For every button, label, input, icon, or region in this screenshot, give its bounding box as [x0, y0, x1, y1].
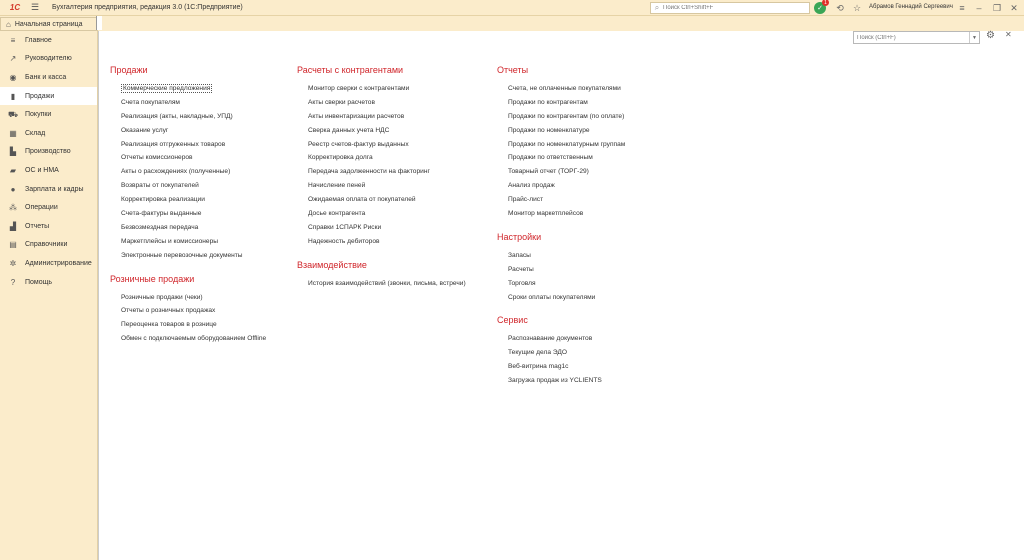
- section-title-settings: Настройки: [497, 231, 542, 242]
- tab-edge: [96, 16, 102, 30]
- link-sales-correction[interactable]: Корректировка реализации: [121, 196, 205, 204]
- link-marketplaces[interactable]: Маркетплейсы и комиссионеры: [121, 237, 218, 245]
- link-stock-settings[interactable]: Запасы: [508, 251, 531, 259]
- link-price-list[interactable]: Прайс-лист: [508, 196, 544, 204]
- link-shipped-goods[interactable]: Реализация отгруженных товаров: [121, 140, 226, 148]
- sidebar-item-label: Операции: [25, 204, 58, 212]
- link-payment-terms[interactable]: Сроки оплаты покупателями: [508, 293, 596, 301]
- link-factoring[interactable]: Передача задолженности на факторинг: [308, 168, 430, 176]
- notifications-bell-icon[interactable]: ✓ 1: [814, 2, 826, 14]
- close-window-icon[interactable]: ✕: [1010, 2, 1018, 13]
- link-transport-docs[interactable]: Электронные перевозочные документы: [121, 251, 243, 259]
- help-icon: ?: [10, 277, 16, 287]
- content-search[interactable]: [853, 31, 980, 44]
- global-search-input[interactable]: [663, 5, 803, 11]
- link-discrepancy-acts[interactable]: Акты о расхождениях (полученные): [121, 168, 231, 176]
- link-sales-by-responsible[interactable]: Продажи по ответственным: [508, 154, 593, 162]
- link-sales-by-counterparty[interactable]: Продажи по контрагентам: [508, 98, 588, 106]
- sidebar-item-label: Отчеты: [25, 222, 50, 230]
- cart-icon: ⛟: [8, 109, 19, 119]
- sidebar: [0, 31, 98, 560]
- sidebar-item-label: Администрирование: [25, 259, 92, 267]
- link-reconciliation-monitor[interactable]: Монитор сверки с контрагентами: [308, 85, 410, 92]
- link-doc-recognition[interactable]: Распознавание документов: [508, 335, 593, 343]
- link-retail-revaluation[interactable]: Переоценка товаров в рознице: [121, 321, 217, 329]
- sidebar-item-label: Справочники: [25, 241, 68, 249]
- section-title-service: Сервис: [497, 315, 528, 326]
- trend-icon: ↗: [9, 54, 17, 64]
- books-icon: ▤: [9, 240, 17, 250]
- people-icon: ●: [10, 184, 16, 194]
- tab-row: [0, 16, 1024, 31]
- main-content: [98, 31, 1024, 560]
- link-debt-adjustment[interactable]: Корректировка долга: [308, 154, 373, 162]
- content-search-input[interactable]: [854, 35, 969, 41]
- home-icon: ⌂: [6, 19, 11, 29]
- global-search[interactable]: [650, 2, 810, 14]
- restore-icon[interactable]: ❐: [992, 2, 1002, 13]
- sidebar-item-label: Зарплата и кадры: [25, 185, 84, 193]
- link-expected-payment[interactable]: Ожидаемая оплата от покупателей: [308, 196, 416, 204]
- truck-icon: ▰: [9, 165, 17, 175]
- section-title-interaction: Взаимодействие: [297, 259, 367, 270]
- section-title-retail: Розничные продажи: [110, 273, 195, 284]
- link-customer-returns[interactable]: Возвраты от покупателей: [121, 182, 199, 190]
- link-yclients-import[interactable]: Загрузка продаж из YCLIENTS: [508, 377, 602, 385]
- user-name[interactable]: Абрамов Геннадий Сергеевич: [869, 4, 953, 10]
- gear-icon: ✲: [9, 258, 17, 268]
- sidebar-item-help[interactable]: [0, 273, 97, 292]
- link-unpaid-invoices[interactable]: Счета, не оплаченные покупателями: [508, 85, 621, 92]
- link-interaction-history[interactable]: История взаимодействий (звонки, письма, встречи): [308, 279, 466, 287]
- favorites-star-icon[interactable]: ☆: [852, 2, 862, 13]
- link-invoice-register[interactable]: Реестр счетов-фактур выданных: [308, 140, 409, 148]
- sidebar-item-purchases[interactable]: [0, 105, 97, 124]
- search-icon: ⌕: [654, 3, 660, 12]
- tab-home[interactable]: [0, 17, 98, 31]
- app-logo: 1С: [9, 3, 21, 12]
- settings-gear-icon[interactable]: ⚙: [986, 30, 995, 41]
- sidebar-item-label: ОС и НМА: [25, 166, 59, 174]
- main-menu-icon[interactable]: ☰: [30, 2, 40, 12]
- operations-icon: ⁂: [9, 203, 17, 213]
- close-icon[interactable]: ✕: [1005, 30, 1012, 39]
- link-trade-settings[interactable]: Торговля: [508, 279, 536, 287]
- link-marketplace-monitor[interactable]: Монитор маркетплейсов: [508, 210, 584, 218]
- sidebar-item-admin[interactable]: [0, 254, 97, 273]
- sidebar-item-label: Руководителю: [25, 55, 72, 63]
- sidebar-item-label: Банк и касса: [25, 73, 67, 81]
- settings-menu-icon[interactable]: ≡: [959, 3, 965, 13]
- sidebar-item-catalogs[interactable]: [0, 236, 97, 255]
- link-sales-by-item[interactable]: Продажи по номенклатуре: [508, 126, 590, 134]
- column-sales: [110, 65, 266, 346]
- link-counterparty-dossier[interactable]: Досье контрагента: [308, 210, 366, 218]
- notifications-badge: 1: [822, 0, 829, 6]
- sidebar-item-label: Продажи: [25, 92, 55, 100]
- link-invoices-issued[interactable]: Счета-фактуры выданные: [121, 210, 202, 218]
- sidebar-item-label: Склад: [25, 129, 46, 137]
- link-offline-exchange[interactable]: Обмен с подключаемым оборудованием Offline: [121, 335, 267, 343]
- link-reconciliation-acts[interactable]: Акты сверки расчетов: [308, 98, 375, 106]
- sidebar-item-label: Помощь: [25, 278, 53, 286]
- warehouse-icon: ▦: [9, 128, 17, 138]
- link-web-showcase[interactable]: Веб-витрина mag1c: [508, 363, 569, 371]
- sales-icon: ▮: [10, 91, 16, 101]
- column-settlements: [297, 65, 466, 291]
- link-commissioner-reports[interactable]: Отчеты комиссионеров: [121, 154, 193, 162]
- sidebar-item-salary[interactable]: [0, 180, 97, 199]
- tab-home-label: Начальная страница: [14, 20, 83, 28]
- sidebar-item-production[interactable]: [0, 143, 97, 162]
- link-retail-receipts[interactable]: Розничные продажи (чеки): [121, 293, 203, 301]
- link-commercial-offers[interactable]: Коммерческие предложения: [123, 85, 211, 92]
- chevron-down-icon[interactable]: ▼: [969, 32, 979, 43]
- section-title-settlements: Расчеты с контрагентами: [297, 65, 404, 75]
- link-sales-by-item-group[interactable]: Продажи по номенклатурным группам: [508, 140, 626, 148]
- link-settlement-settings[interactable]: Расчеты: [508, 265, 534, 273]
- section-title-sales: Продажи: [110, 65, 148, 75]
- sidebar-item-warehouse[interactable]: [0, 124, 97, 143]
- sidebar-item-label: Производство: [25, 148, 71, 156]
- sidebar-item-label: Покупки: [25, 111, 52, 119]
- link-sales-docs[interactable]: Реализация (акты, накладные, УПД): [121, 112, 233, 120]
- title-bar: [0, 0, 1024, 16]
- history-icon[interactable]: ⟲: [836, 2, 844, 13]
- link-sales-analysis[interactable]: Анализ продаж: [508, 182, 555, 190]
- link-invoices[interactable]: Счета покупателям: [121, 98, 180, 106]
- link-inventory-acts[interactable]: Акты инвентаризации расчетов: [308, 112, 405, 120]
- bank-icon: ◉: [9, 72, 17, 82]
- sidebar-item-bank[interactable]: [0, 68, 97, 87]
- factory-icon: ▙: [9, 147, 17, 157]
- link-sales-by-counterparty-paid[interactable]: Продажи по контрагентам (по оплате): [508, 112, 625, 120]
- app-title: Бухгалтерия предприятия, редакция 3.0 (1С:Предприятие): [52, 4, 243, 11]
- sidebar-item-reports[interactable]: [0, 217, 97, 236]
- sidebar-item-assets[interactable]: [0, 161, 97, 180]
- link-free-transfer[interactable]: Безвозмездная передача: [121, 223, 199, 231]
- link-retail-reports[interactable]: Отчеты о розничных продажах: [121, 307, 216, 315]
- sidebar-item-main[interactable]: [0, 31, 97, 50]
- link-torg29[interactable]: Товарный отчет (ТОРГ-29): [508, 168, 589, 176]
- sidebar-item-sales[interactable]: [0, 87, 97, 106]
- sidebar-item-operations[interactable]: [0, 198, 97, 217]
- link-debtor-reliability[interactable]: Надежность дебиторов: [308, 237, 380, 245]
- link-spark-risks[interactable]: Справки 1СПАРК Риски: [308, 223, 382, 231]
- link-services[interactable]: Оказание услуг: [121, 126, 169, 134]
- link-penalties[interactable]: Начисление пеней: [308, 182, 366, 190]
- minimize-icon[interactable]: –: [976, 3, 982, 13]
- sidebar-item-manager[interactable]: [0, 50, 97, 69]
- link-vat-check[interactable]: Сверка данных учета НДС: [308, 126, 390, 134]
- reports-icon: ▟: [9, 221, 17, 231]
- sidebar-item-label: Главное: [25, 36, 52, 44]
- column-reports: [497, 65, 625, 388]
- link-edo-tasks[interactable]: Текущие дела ЭДО: [508, 349, 567, 357]
- menu-icon: ≡: [10, 35, 16, 45]
- section-title-reports: Отчеты: [497, 65, 529, 75]
